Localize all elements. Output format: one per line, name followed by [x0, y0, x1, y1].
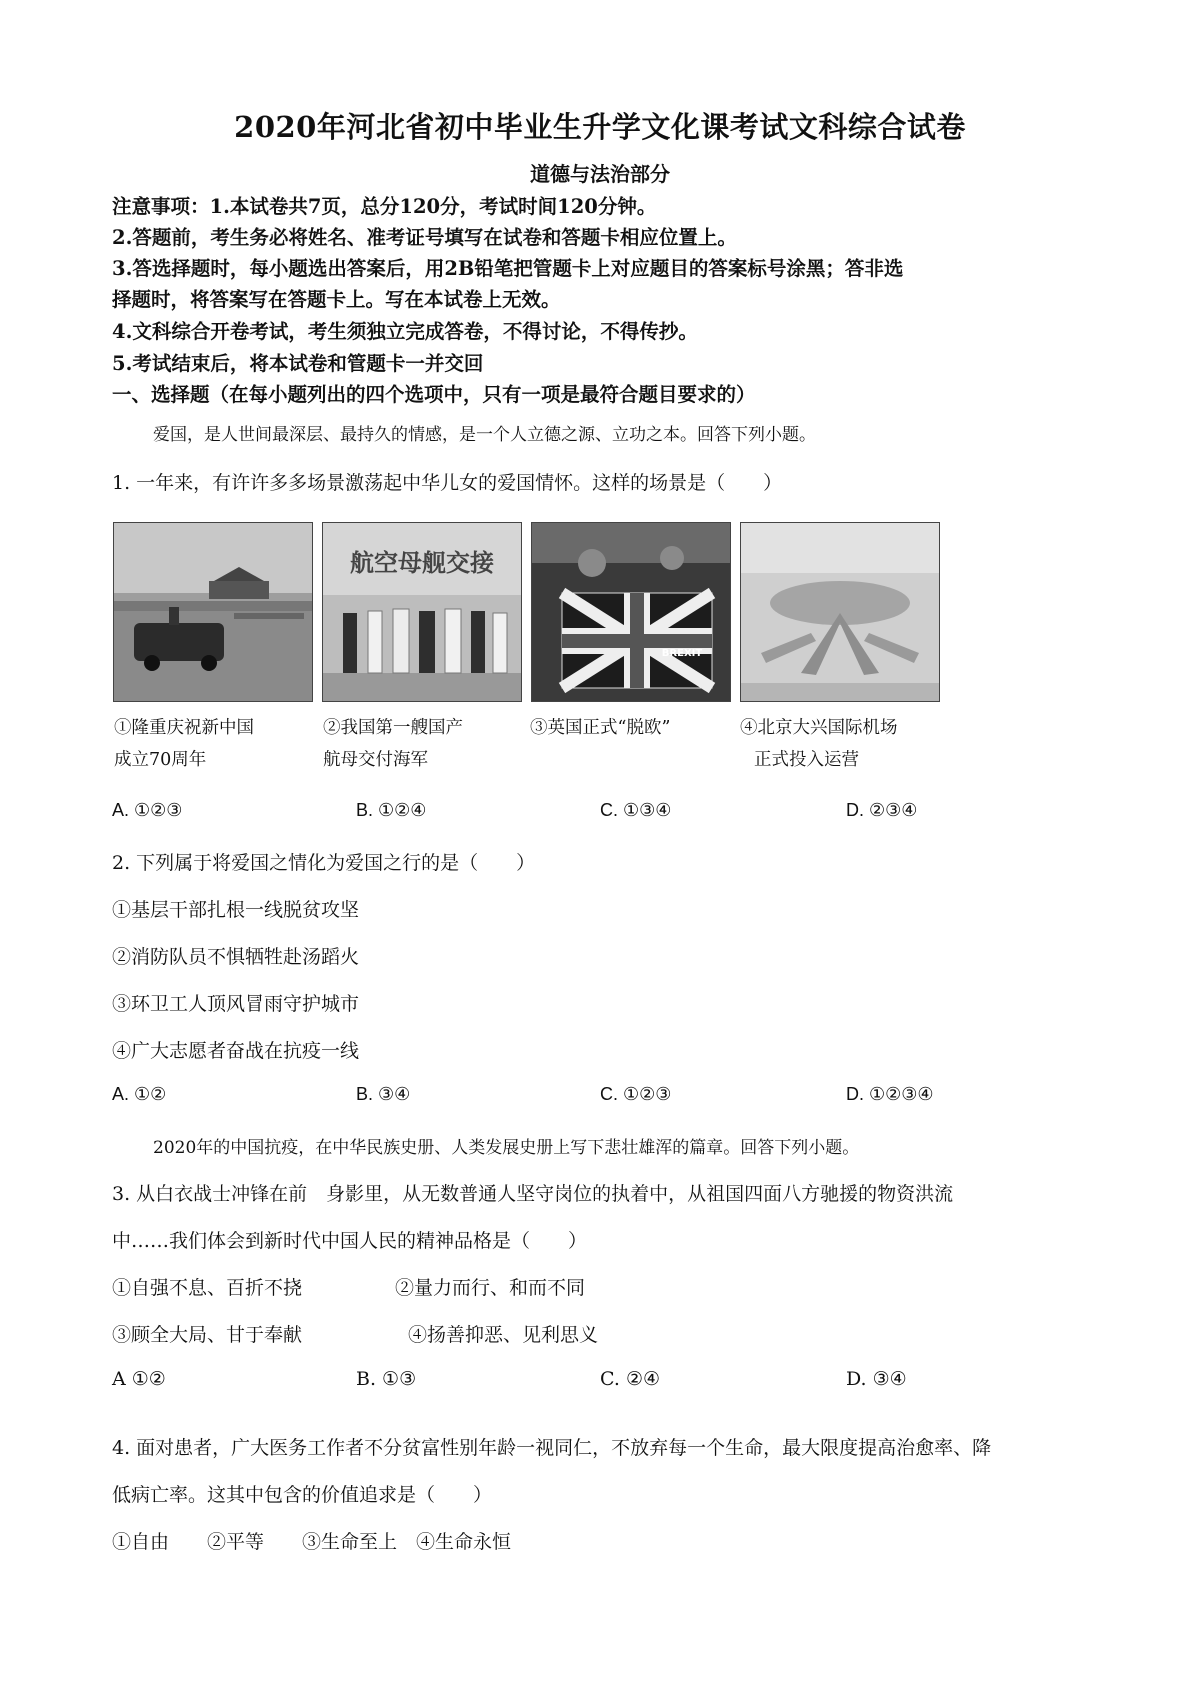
section-heading: 一、选择题（在每小题列出的四个选项中，只有一项是最符合题目要求的）	[112, 383, 756, 406]
caption-line: 正式投入运营	[754, 750, 859, 770]
caption-2	[323, 712, 523, 776]
note-line: 2.答题前，考生务必将姓名、准考证号填写在试卷和答题卡相应位置上。	[112, 226, 737, 249]
q1-option-d[interactable]: D. ②③④	[846, 800, 918, 820]
caption-4	[740, 712, 940, 776]
caption-1	[114, 712, 314, 776]
question-4-stem: 4. 面对患者，广大医务工作者不分贫富性别年龄一视同仁，不放弃每一个生命，最大限度提高治愈率、降	[112, 1437, 992, 1459]
q1-option-b[interactable]: B. ①②④	[356, 800, 427, 820]
reading-intro: 爱国，是人世间最深层、最持久的情感，是一个人立德之源、立功之本。回答下列小题。	[153, 425, 816, 445]
q3-option-b[interactable]: B. ①③	[356, 1368, 417, 1390]
q2-option-d[interactable]: D. ①②③④	[846, 1084, 934, 1104]
q2-item: ①基层干部扎根一线脱贫攻坚	[112, 899, 360, 921]
q2-option-a[interactable]: A. ①②	[112, 1084, 167, 1104]
note-line: 3.答选择题时，每小题选出答案后，用2B铅笔把管题卡上对应题目的答案标号涂黑；答非选	[112, 257, 904, 280]
q1-option-c[interactable]: C. ①③④	[600, 800, 672, 820]
q2-item: ③环卫工人顶风冒雨守护城市	[112, 993, 360, 1015]
exam-title: 2020年河北省初中毕业生升学文化课考试文科综合试卷	[234, 110, 966, 144]
question-1-stem: 1. 一年来，有许许多多场景激荡起中华儿女的爱国情怀。这样的场景是（ ）	[112, 472, 783, 494]
note-line: 5.考试结束后，将本试卷和管题卡一并交回	[112, 352, 484, 375]
caption-line: 航母交付海军	[323, 750, 428, 770]
q2-item: ②消防队员不惧牺牲赴汤蹈火	[112, 946, 360, 968]
q2-option-c[interactable]: C. ①②③	[600, 1084, 672, 1104]
note-line: 4.文科综合开卷考试，考生须独立完成答卷，不得讨论，不得传抄。	[112, 320, 698, 343]
q3-item: ③顾全大局、甘于奉献	[112, 1324, 303, 1346]
note-line: 注意事项：1.本试卷共7页，总分120分，考试时间120分钟。	[112, 195, 657, 218]
photo-daxing-airport	[740, 522, 940, 702]
q4-items: ①自由 ②平等 ③生命至上 ④生命永恒	[112, 1531, 512, 1553]
q3-option-a[interactable]: A ①②	[112, 1368, 166, 1390]
flag-text: BREXIT	[661, 648, 703, 659]
photo-carrier-handover	[322, 522, 522, 702]
question-3-stem: 3. 从白衣战士冲锋在前 身影里，从无数普通人坚守岗位的执着中，从祖国四面八方驰援的物资洪流	[112, 1183, 954, 1205]
question-4-stem-cont: 低病亡率。这其中包含的价值追求是（ ）	[112, 1484, 493, 1506]
caption-line: ①隆重庆祝新中国	[114, 718, 254, 738]
banner-text: 航空母舰交接	[350, 549, 494, 577]
q3-item: ④扬善抑恶、见利思义	[408, 1324, 599, 1346]
reading-intro-2: 2020年的中国抗疫，在中华民族史册、人类发展史册上写下悲壮雄浑的篇章。回答下列小题。	[153, 1138, 860, 1158]
photo-parade	[113, 522, 313, 702]
note-line: 择题时，将答案写在答题卡上。写在本试卷上无效。	[112, 288, 561, 311]
section-subtitle: 道德与法治部分	[530, 162, 670, 186]
caption-3	[530, 712, 730, 744]
caption-line: ②我国第一艘国产	[323, 718, 463, 738]
question-3-stem-cont: 中……我们体会到新时代中国人民的精神品格是（ ）	[112, 1230, 588, 1252]
q3-option-c[interactable]: C. ②④	[600, 1368, 661, 1390]
caption-line: ④北京大兴国际机场	[740, 718, 898, 738]
q3-item: ②量力而行、和而不同	[395, 1277, 586, 1299]
q2-item: ④广大志愿者奋战在抗疫一线	[112, 1040, 360, 1062]
q2-option-b[interactable]: B. ③④	[356, 1084, 411, 1104]
q3-option-d[interactable]: D. ③④	[846, 1368, 907, 1390]
photo-brexit	[531, 522, 731, 702]
q3-item: ①自强不息、百折不挠	[112, 1277, 303, 1299]
caption-line: 成立70周年	[114, 750, 207, 770]
q1-option-a[interactable]: A. ①②③	[112, 800, 183, 820]
caption-line: ③英国正式“脱欧”	[530, 718, 671, 738]
question-2-stem: 2. 下列属于将爱国之情化为爱国之行的是（ ）	[112, 852, 536, 874]
